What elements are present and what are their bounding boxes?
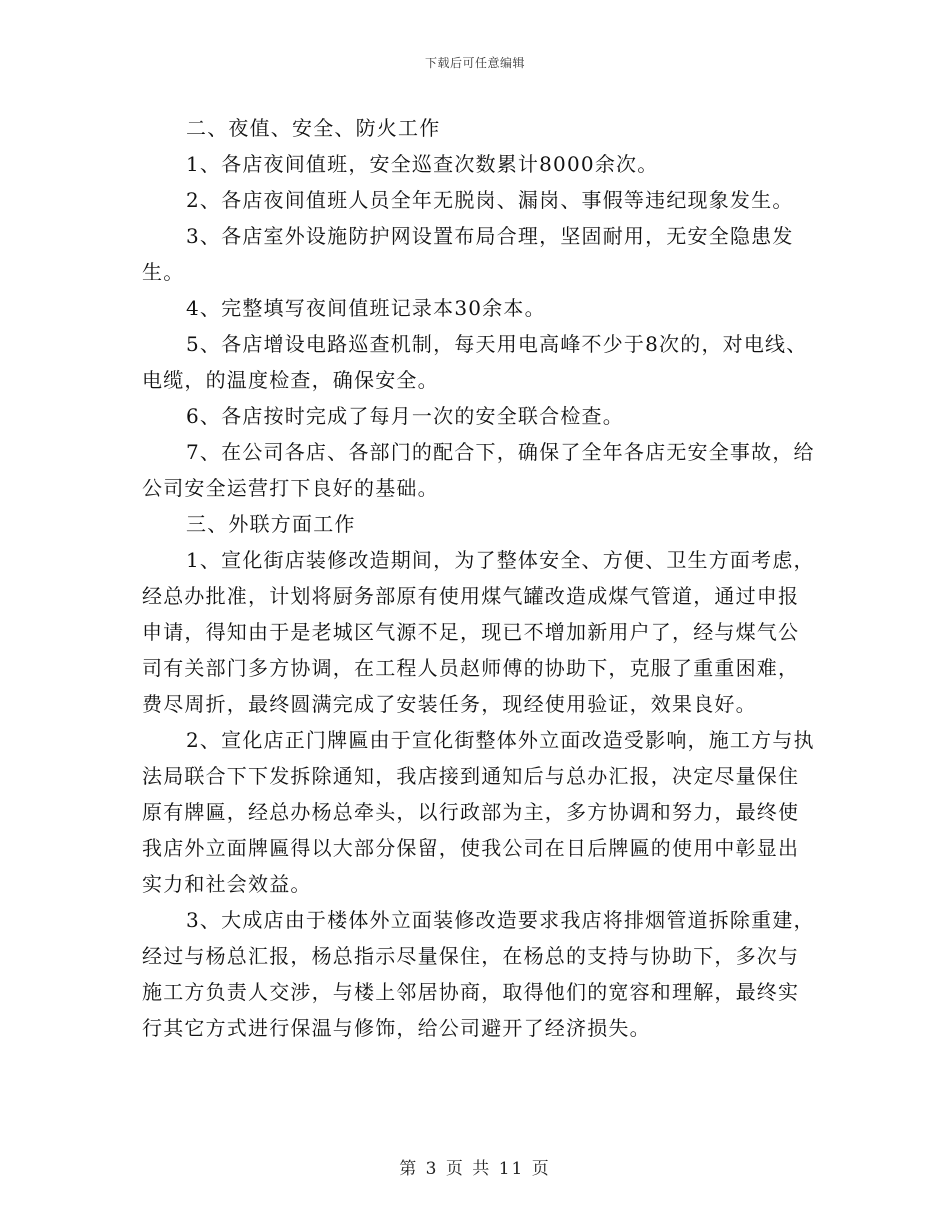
paragraph: 7、在公司各店、各部门的配合下，确保了全年各店无安全事故，给公司安全运营打下良好的基础。 xyxy=(142,440,815,500)
paragraph: 1、各店夜间值班，安全巡查次数累计8000余次。 xyxy=(186,152,659,176)
document-body xyxy=(142,110,818,1046)
paragraph: 3、大成店由于楼体外立面装修改造要求我店将排烟管道拆除重建，经过与杨总汇报，杨总指示尽量保住，在杨总的支持与协助下，多次与施工方负责人交涉，与楼上邻居协商，取得他们的宽容和理解，最终实行其它方式进行保温与修饰，给公司避开了经济损失。 xyxy=(142,908,815,1040)
page-header: 下载后可任意编辑 xyxy=(424,56,525,70)
section-heading: 三、外联方面工作 xyxy=(186,512,356,536)
page-footer: 第 3 页 共 11 页 xyxy=(399,1159,551,1179)
paragraph: 6、各店按时完成了每月一次的安全联合检查。 xyxy=(186,404,624,428)
paragraph: 4、完整填写夜间值班记录本30余本。 xyxy=(186,296,546,320)
paragraph: 2、宣化店正门牌匾由于宣化街整体外立面改造受影响，施工方与执法局联合下下发拆除通知，我店接到通知后与总办汇报，决定尽量保住原有牌匾，经总办杨总牵头，以行政部为主，多方协调和努力，最终使我店外立面牌匾得以大部分保留，使我公司在日后牌匾的使用中彰显出实力和社会效益。 xyxy=(142,728,815,896)
paragraph: 1、宣化街店装修改造期间，为了整体安全、方便、卫生方面考虑，经总办批准，计划将厨务部原有使用煤气罐改造成煤气管道，通过申报申请，得知由于是老城区气源不足，现已不增加新用户了，经与煤气公司有关部门多方协调，在工程人员赵师傅的协助下，克服了重重困难，费尽周折，最终圆满完成了安装任务，现经使用验证，效果良好。 xyxy=(142,548,815,716)
paragraph: 3、各店室外设施防护网设置布局合理，坚固耐用，无安全隐患发生。 xyxy=(142,224,794,284)
section-heading: 二、夜值、安全、防火工作 xyxy=(186,116,441,140)
paragraph: 5、各店增设电路巡查机制，每天用电高峰不少于8次的，对电线、电缆，的温度检查，确保安全。 xyxy=(142,332,808,392)
paragraph: 2、各店夜间值班人员全年无脱岗、漏岗、事假等违纪现象发生。 xyxy=(186,188,794,212)
